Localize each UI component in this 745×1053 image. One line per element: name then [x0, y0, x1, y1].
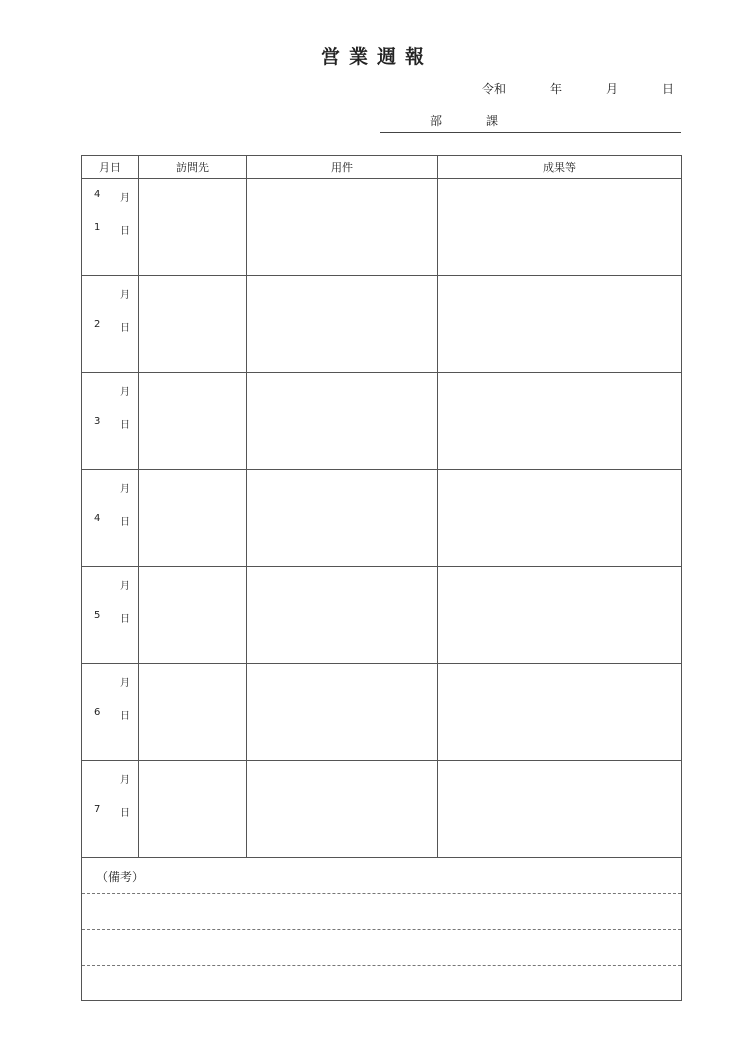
- column-header-date: 月日: [82, 156, 139, 179]
- visit-destination-cell[interactable]: [139, 179, 247, 276]
- date-cell: [82, 179, 139, 276]
- results-cell[interactable]: [438, 664, 682, 761]
- month-value: 4: [94, 189, 101, 200]
- table-row: [82, 761, 682, 858]
- day-value: 3: [94, 416, 101, 427]
- date-cell: [82, 373, 139, 470]
- date-cell: [82, 761, 139, 858]
- day-unit: 日: [120, 614, 130, 625]
- results-cell[interactable]: [438, 761, 682, 858]
- results-cell[interactable]: [438, 470, 682, 567]
- results-cell[interactable]: [438, 179, 682, 276]
- month-unit: 月: [120, 581, 130, 592]
- results-cell[interactable]: [438, 276, 682, 373]
- table-row: [82, 664, 682, 761]
- table-row: [82, 567, 682, 664]
- visit-destination-cell[interactable]: [139, 761, 247, 858]
- day-unit: 日: [120, 517, 130, 528]
- purpose-cell[interactable]: [247, 373, 438, 470]
- purpose-cell[interactable]: [247, 761, 438, 858]
- month-unit: 月: [120, 775, 130, 786]
- date-cell: [82, 470, 139, 567]
- day-value: 6: [94, 707, 101, 718]
- date-cell: [82, 664, 139, 761]
- date-day-label: 日: [662, 82, 675, 96]
- month-unit: 月: [120, 678, 130, 689]
- date-cell: [82, 276, 139, 373]
- date-month-label: 月: [606, 82, 619, 96]
- visit-destination-cell[interactable]: [139, 470, 247, 567]
- day-unit: 日: [120, 323, 130, 334]
- purpose-cell[interactable]: [247, 470, 438, 567]
- section-label: 課: [486, 114, 499, 128]
- date-era-label: 令和: [482, 82, 507, 96]
- table-row: [82, 470, 682, 567]
- department-label: 部: [430, 114, 443, 128]
- day-unit: 日: [120, 226, 130, 237]
- day-value: 7: [94, 804, 101, 815]
- notes-label: （備考）: [96, 870, 145, 884]
- month-unit: 月: [120, 193, 130, 204]
- date-cell: [82, 567, 139, 664]
- date-year-label: 年: [550, 82, 563, 96]
- day-value: 5: [94, 610, 101, 621]
- day-unit: 日: [120, 711, 130, 722]
- month-unit: 月: [120, 484, 130, 495]
- month-unit: 月: [120, 290, 130, 301]
- purpose-cell[interactable]: [247, 179, 438, 276]
- visit-destination-cell[interactable]: [139, 664, 247, 761]
- day-value: 4: [94, 513, 101, 524]
- notes-dashed-line: [82, 965, 681, 966]
- purpose-cell[interactable]: [247, 567, 438, 664]
- day-value: 2: [94, 319, 101, 330]
- day-value: 1: [94, 222, 101, 233]
- purpose-cell[interactable]: [247, 664, 438, 761]
- day-unit: 日: [120, 808, 130, 819]
- purpose-cell[interactable]: [247, 276, 438, 373]
- table-header-row: [82, 156, 682, 179]
- table-row: [82, 373, 682, 470]
- notes-row: [82, 858, 682, 1001]
- department-underline: [380, 132, 681, 133]
- table-row: [82, 179, 682, 276]
- visit-destination-cell[interactable]: [139, 567, 247, 664]
- notes-dashed-line: [82, 893, 681, 894]
- visit-destination-cell[interactable]: [139, 276, 247, 373]
- results-cell[interactable]: [438, 567, 682, 664]
- notes-cell[interactable]: [82, 858, 682, 1001]
- column-header-purpose: 用件: [247, 156, 438, 179]
- visit-destination-cell[interactable]: [139, 373, 247, 470]
- report-table: [81, 155, 682, 1001]
- notes-dashed-line: [82, 929, 681, 930]
- column-header-results: 成果等: [438, 156, 682, 179]
- page-title: 営業週報: [320, 46, 433, 68]
- table-row: [82, 276, 682, 373]
- month-unit: 月: [120, 387, 130, 398]
- results-cell[interactable]: [438, 373, 682, 470]
- day-unit: 日: [120, 420, 130, 431]
- column-header-visit-destination: 訪問先: [139, 156, 247, 179]
